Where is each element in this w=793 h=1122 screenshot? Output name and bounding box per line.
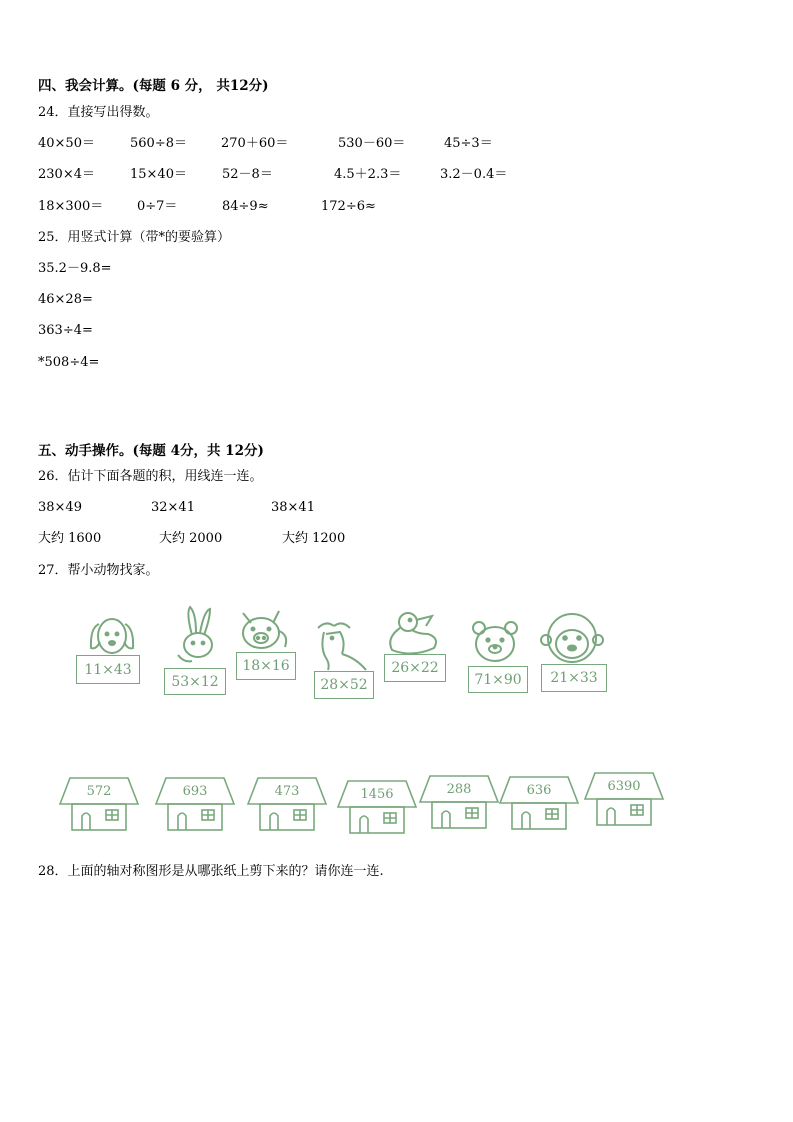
pig-icon [235, 605, 295, 655]
house-icon [58, 774, 140, 832]
house-icon [246, 774, 328, 832]
q26-label: 26．估计下面各题的积，用线连一连。 [38, 469, 263, 484]
q24-item: 18×300＝ [38, 199, 104, 214]
q25-item: 35.2－9.8= [38, 261, 112, 276]
q24-item: 172÷6≈ [321, 199, 376, 214]
q24-item: 84÷9≈ [222, 199, 269, 214]
q24-item: 52－8＝ [222, 167, 273, 182]
animal-card: 21×33 [541, 664, 607, 692]
q25-label: 25．用竖式计算（带*的要验算） [38, 230, 231, 245]
house-number: 288 [446, 782, 472, 797]
house-icon [336, 777, 418, 835]
house-number: 636 [526, 783, 552, 798]
house-icon [418, 772, 500, 830]
animal-card: 18×16 [236, 652, 296, 680]
goat-icon [306, 618, 370, 674]
house-icon [498, 773, 580, 831]
q26-expression: 38×41 [271, 500, 315, 515]
animal-card: 11×43 [76, 655, 140, 684]
animal-card: 71×90 [468, 666, 528, 693]
q24-item: 230×4＝ [38, 167, 95, 182]
q24-item: 4.5＋2.3＝ [334, 167, 402, 182]
q24-item: 530－60＝ [338, 136, 406, 151]
q25-item: 46×28= [38, 292, 93, 307]
q26-expression: 38×49 [38, 500, 82, 515]
q24-item: 15×40＝ [130, 167, 187, 182]
q26-expression: 32×41 [151, 500, 195, 515]
house-icon [583, 769, 665, 827]
house-number: 473 [274, 784, 300, 799]
house-icon [154, 774, 236, 832]
q24-item: 3.2－0.4＝ [440, 167, 508, 182]
rabbit-icon [168, 605, 224, 671]
monkey-icon [538, 610, 608, 668]
section-5-title: 五、动手操作。(每题 4分，共 12分) [38, 443, 264, 459]
house-number: 693 [182, 784, 208, 799]
section-4-title: 四、我会计算。(每题 6 分， 共12分) [38, 78, 269, 94]
q24-item: 0÷7＝ [137, 199, 178, 214]
q28-label: 28．上面的轴对称图形是从哪张纸上剪下来的？请你连一连. [38, 864, 384, 879]
q25-item: *508÷4= [38, 355, 100, 370]
q24-label: 24．直接写出得数。 [38, 105, 159, 120]
q26-estimate: 大约 1600 [38, 531, 102, 546]
q26-estimate: 大约 2000 [159, 531, 223, 546]
q25-item: 363÷4= [38, 323, 93, 338]
animal-card: 28×52 [314, 671, 374, 699]
q26-estimate: 大约 1200 [282, 531, 346, 546]
animal-card: 53×12 [164, 668, 226, 695]
q24-item: 560÷8＝ [130, 136, 187, 151]
q24-item: 40×50＝ [38, 136, 95, 151]
duck-icon [382, 608, 446, 658]
q27-label: 27．帮小动物找家。 [38, 563, 159, 578]
q24-item: 45÷3＝ [444, 136, 493, 151]
house-number: 572 [86, 784, 112, 799]
bear-icon [467, 618, 523, 670]
house-number: 1456 [360, 787, 394, 802]
q24-item: 270＋60＝ [221, 136, 289, 151]
house-number: 6390 [607, 779, 641, 794]
animal-card: 26×22 [384, 654, 446, 682]
